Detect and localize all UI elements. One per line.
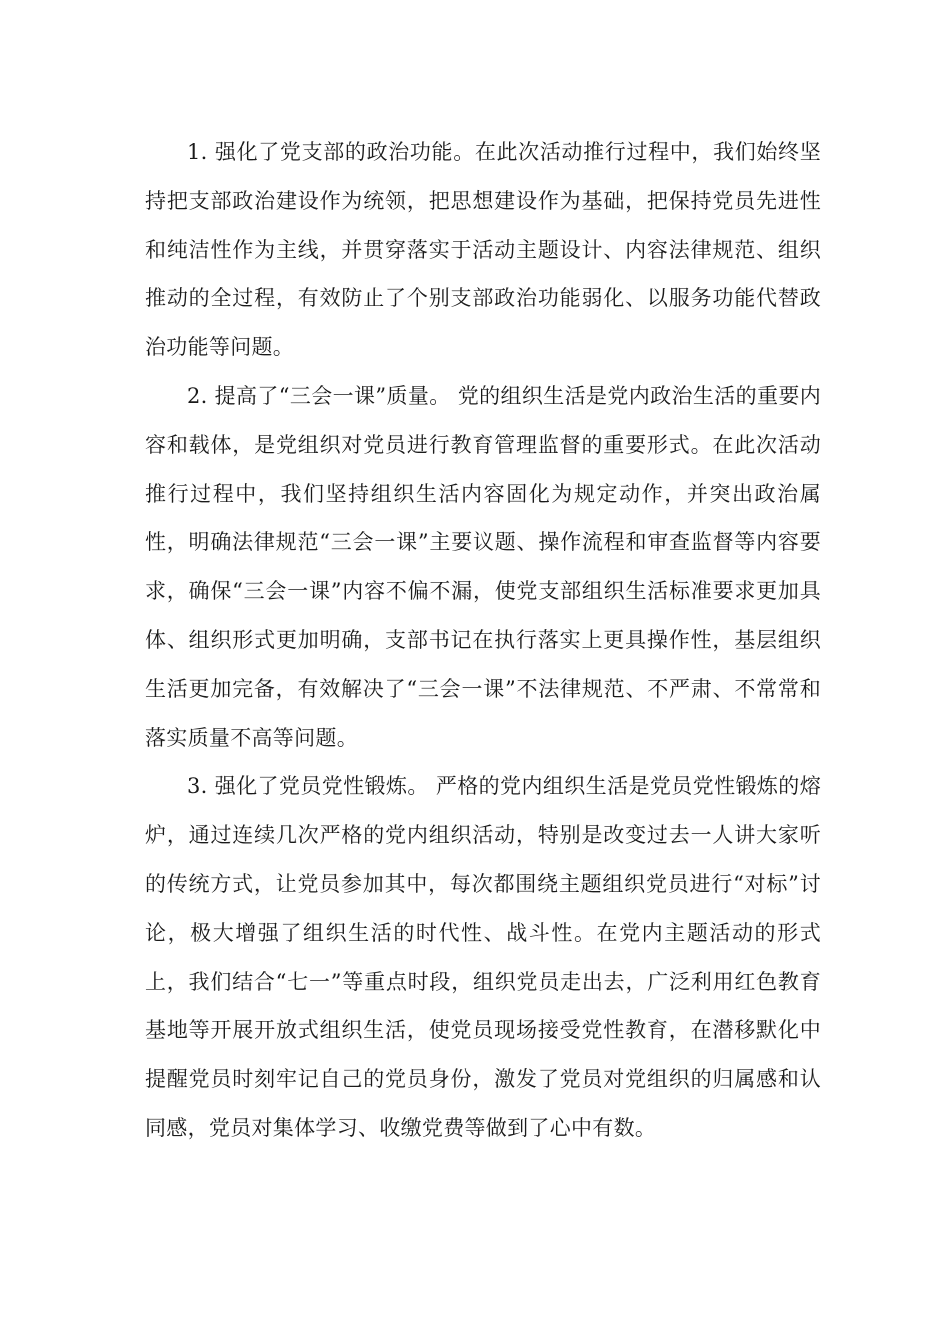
paragraph-3: 3. 强化了党员党性锻炼。 严格的党内组织生活是党员党性锻炼的熔炉，通过连续几次严格的党内组织活动，特别是改变过去一人讲大家听的传统方式，让党员参加其中，每次都围绕主题组织党员进行“对标”讨论，极大增强了组织生活的时代性、战斗性。在党内主题活动的形式上，我们结合“七一”等重点时段，组织党员走出去，广泛利用红色教育基地等开展开放式组织生活，使党员现场接受党性教育，在潜移默化中提醒党员时刻牢记自己的党员身份，激发了党员对党组织的归属感和认同感，党员对集体学习、收缴党费等做到了心中有数。	[145, 774, 821, 1140]
document-body	[145, 128, 821, 1153]
paragraph-2: 2. 提高了“三会一课”质量。 党的组织生活是党内政治生活的重要内容和载体，是党组织对党员进行教育管理监督的重要形式。在此次活动推行过程中，我们坚持组织生活内容固化为规定动作，并突出政治属性，明确法律规范“三会一课”主要议题、操作流程和审查监督等内容要求，确保“三会一课”内容不偏不漏，使党支部组织生活标准要求更加具体、组织形式更加明确，支部书记在执行落实上更具操作性，基层组织生活更加完备，有效解决了“三会一课”不法律规范、不严肃、不常常和落实质量不高等问题。	[145, 383, 821, 750]
paragraph-1: 1. 强化了党支部的政治功能。在此次活动推行过程中，我们始终坚持把支部政治建设作为统领，把思想建设作为基础，把保持党员先进性和纯洁性作为主线，并贯穿落实于活动主题设计、内容法律规范、组织推动的全过程，有效防止了个别支部政治功能弱化、以服务功能代替政治功能等问题。	[145, 140, 821, 360]
